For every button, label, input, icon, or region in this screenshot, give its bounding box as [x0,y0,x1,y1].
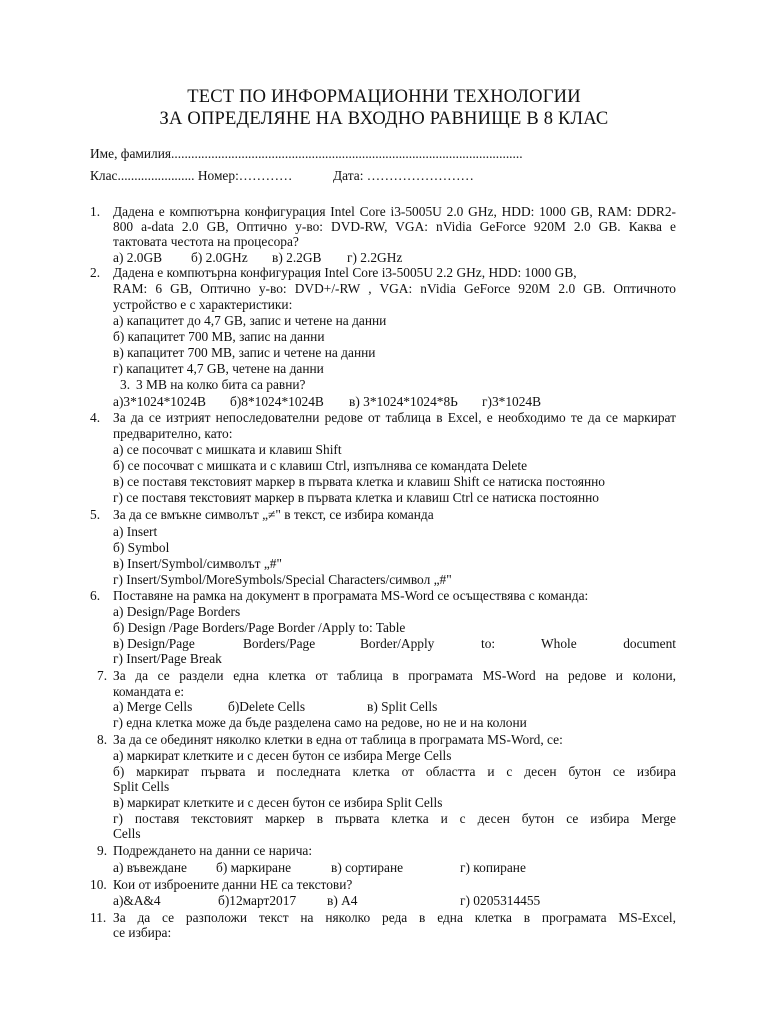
question-5-number: 5. [90,507,101,522]
question-2-number: 2. [90,265,101,280]
question-4-text-line-2: предварително, като: [113,426,233,441]
question-1-text-line-3: тактовата честота на процесора? [113,234,299,249]
option-b: б)8*1024*1024B [230,394,324,409]
question-4-number: 4. [90,410,101,425]
question-7-option-d: г) една клетка може да бъде разделена само на редове, но не и на колони [113,715,527,730]
question-8-option-b-line-1: б) маркират първата и последната клетка от областта и с десен бутон се избира [113,764,676,779]
question-7-number: 7. [97,668,108,683]
question-8-option-d-line-2: Cells [113,826,141,841]
question-6-option-b: б) Design /Page Borders/Page Border /Apply to: Table [113,620,406,635]
option-d: г) копиране [460,860,526,875]
question-2-text-line-1: Дадена е компютърна конфигурация Intel Core i3-5005U 2.2 GHz, HDD: 1000 GB, [113,265,577,280]
option-b: б) 2.0GHz [191,250,248,265]
option-c: в) сортиране [331,860,404,875]
question-4-option-b: б) се посочват с мишката и с клавиш Ctrl, изпълнява се командата Delete [113,458,528,473]
question-10-number: 10. [90,877,107,892]
option-a: а)3*1024*1024B [113,394,206,409]
question-8-text: За да се обединят няколко клетки в една от таблица в програмата MS-Word, се: [113,732,563,747]
option-b: б)Delete Cells [228,699,306,714]
title-line-2: ЗА ОПРЕДЕЛЯНЕ НА ВХОДНО РАВНИЩЕ В 8 КЛАС [159,109,609,129]
option-d: г) 2.2GHz [347,250,403,265]
question-8-option-b-line-2: Split Cells [113,779,170,794]
question-2-text-line-2: RAM: 6 GB, Оптично у-во: DVD+/-RW , VGA: nVidia GeForce 920M 2.0 GB. Оптичното [113,281,676,296]
question-3-text: 3 MB на колко бита са равни? [136,377,306,392]
question-2-option-c: в) капацитет 700 MB, запис и четене на данни [113,345,376,360]
question-9-number: 9. [97,843,108,858]
question-4-option-a: а) се посочват с мишката и клавиш Shift [113,442,342,457]
question-6-option-d: г) Insert/Page Break [113,651,222,666]
question-9-text: Подреждането на данни се нарича: [113,843,313,858]
option-c-word-4: to: [481,636,496,651]
option-c: в) Split Cells [367,699,438,714]
question-4-option-c: в) се поставя текстовият маркер в първата клетка и клавиш Shift се натиска постоянно [113,474,606,489]
question-7-text-line-1: За да се раздели една клетка от таблица в програмата MS-Word на редове и колони, [113,668,676,683]
question-1-text-line-2: 800 a-data 2.0 GB, Оптично у-во: DVD-RW, VGA: nVidia GeForce 920M 2.0 GB. Каква е [113,219,676,234]
question-5-option-c: в) Insert/Symbol/символът „#" [113,556,282,571]
question-8-option-c: в) маркират клетките и с десен бутон се избира Split Cells [113,795,443,810]
option-c: в) 2.2GB [272,250,322,265]
option-d: г) 0205314455 [460,893,541,908]
question-10-text: Кои от изброените данни НЕ са текстови? [113,877,353,892]
question-4-text-line-1: За да се изтрият непоследователни редове от таблица в Excel, е необходимо те да се маркират [113,410,676,425]
question-2-text-line-3: устройство е с характеристики: [113,297,293,312]
option-a: а) въвеждане [113,860,187,875]
option-c-word-1: в) Design/Page [113,636,195,651]
option-c: в) A4 [327,893,358,908]
name-field: Име, фамилия......................................................................................................... [90,146,523,161]
question-2-option-a: а) капацитет до 4,7 GB, запис и четене на данни [113,313,387,328]
question-2-option-d: г) капацитет 4,7 GB, четене на данни [113,361,324,376]
question-6-number: 6. [90,588,101,603]
question-11-text-line-1: За да се разположи текст на няколко реда в една клетка в програмата MS-Excel, [113,910,676,925]
option-b: б) маркиране [216,860,292,875]
question-8-option-a: а) маркират клетките и с десен бутон се избира Merge Cells [113,748,452,763]
date-field: Дата: …………………… [333,168,474,183]
option-a: а) Merge Cells [113,699,193,714]
option-b: б)12март2017 [218,893,297,908]
option-c: в) 3*1024*1024*8Ь [349,394,458,409]
question-5-text: За да се вмъкне символът „≠" в текст, се избира команда [113,507,434,522]
question-1-text-line-1: Дадена е компютърна конфигурация Intel Core i3-5005U 2.0 GHz, HDD: 1000 GB, RAM: DDR2- [113,204,676,219]
class-number-field: Клас....................... Номер:………… [90,168,293,183]
option-a: а) 2.0GB [113,250,163,265]
option-c-word-5: Whole [541,636,577,651]
question-6-text: Поставяне на рамка на документ в програмата MS-Word се осъществява с команда: [113,588,589,603]
question-5-option-b: б) Symbol [113,540,170,555]
option-c-word-3: Border/Apply [360,636,435,651]
question-6-option-a: а) Design/Page Borders [113,604,241,619]
option-d: г)3*1024B [482,394,542,409]
question-11-number: 11. [90,910,107,925]
option-c-word-2: Borders/Page [243,636,316,651]
question-7-text-line-2: командата е: [113,684,185,699]
question-2-option-b: б) капацитет 700 MB, запис на данни [113,329,325,344]
question-4-option-d: г) се поставя текстовият маркер в първата клетка и клавиш Ctrl се натиска постоянно [113,490,599,505]
question-11-text-line-2: се избира: [113,925,172,940]
question-1-number: 1. [90,204,101,219]
question-5-option-a: а) Insert [113,524,158,539]
question-5-option-d: г) Insert/Symbol/MoreSymbols/Special Characters/символ „#" [113,572,452,587]
question-8-number: 8. [97,732,108,747]
question-8-option-d-line-1: г) поставя текстовият маркер в първата клетка и с десен бутон се избира Merge [113,811,676,826]
option-a: а)&A&4 [113,893,161,908]
title-line-1: ТЕСТ ПО ИНФОРМАЦИОННИ ТЕХНОЛОГИИ [187,87,581,107]
question-3-number: 3. [120,377,131,392]
option-c-word-6: document [623,636,676,651]
